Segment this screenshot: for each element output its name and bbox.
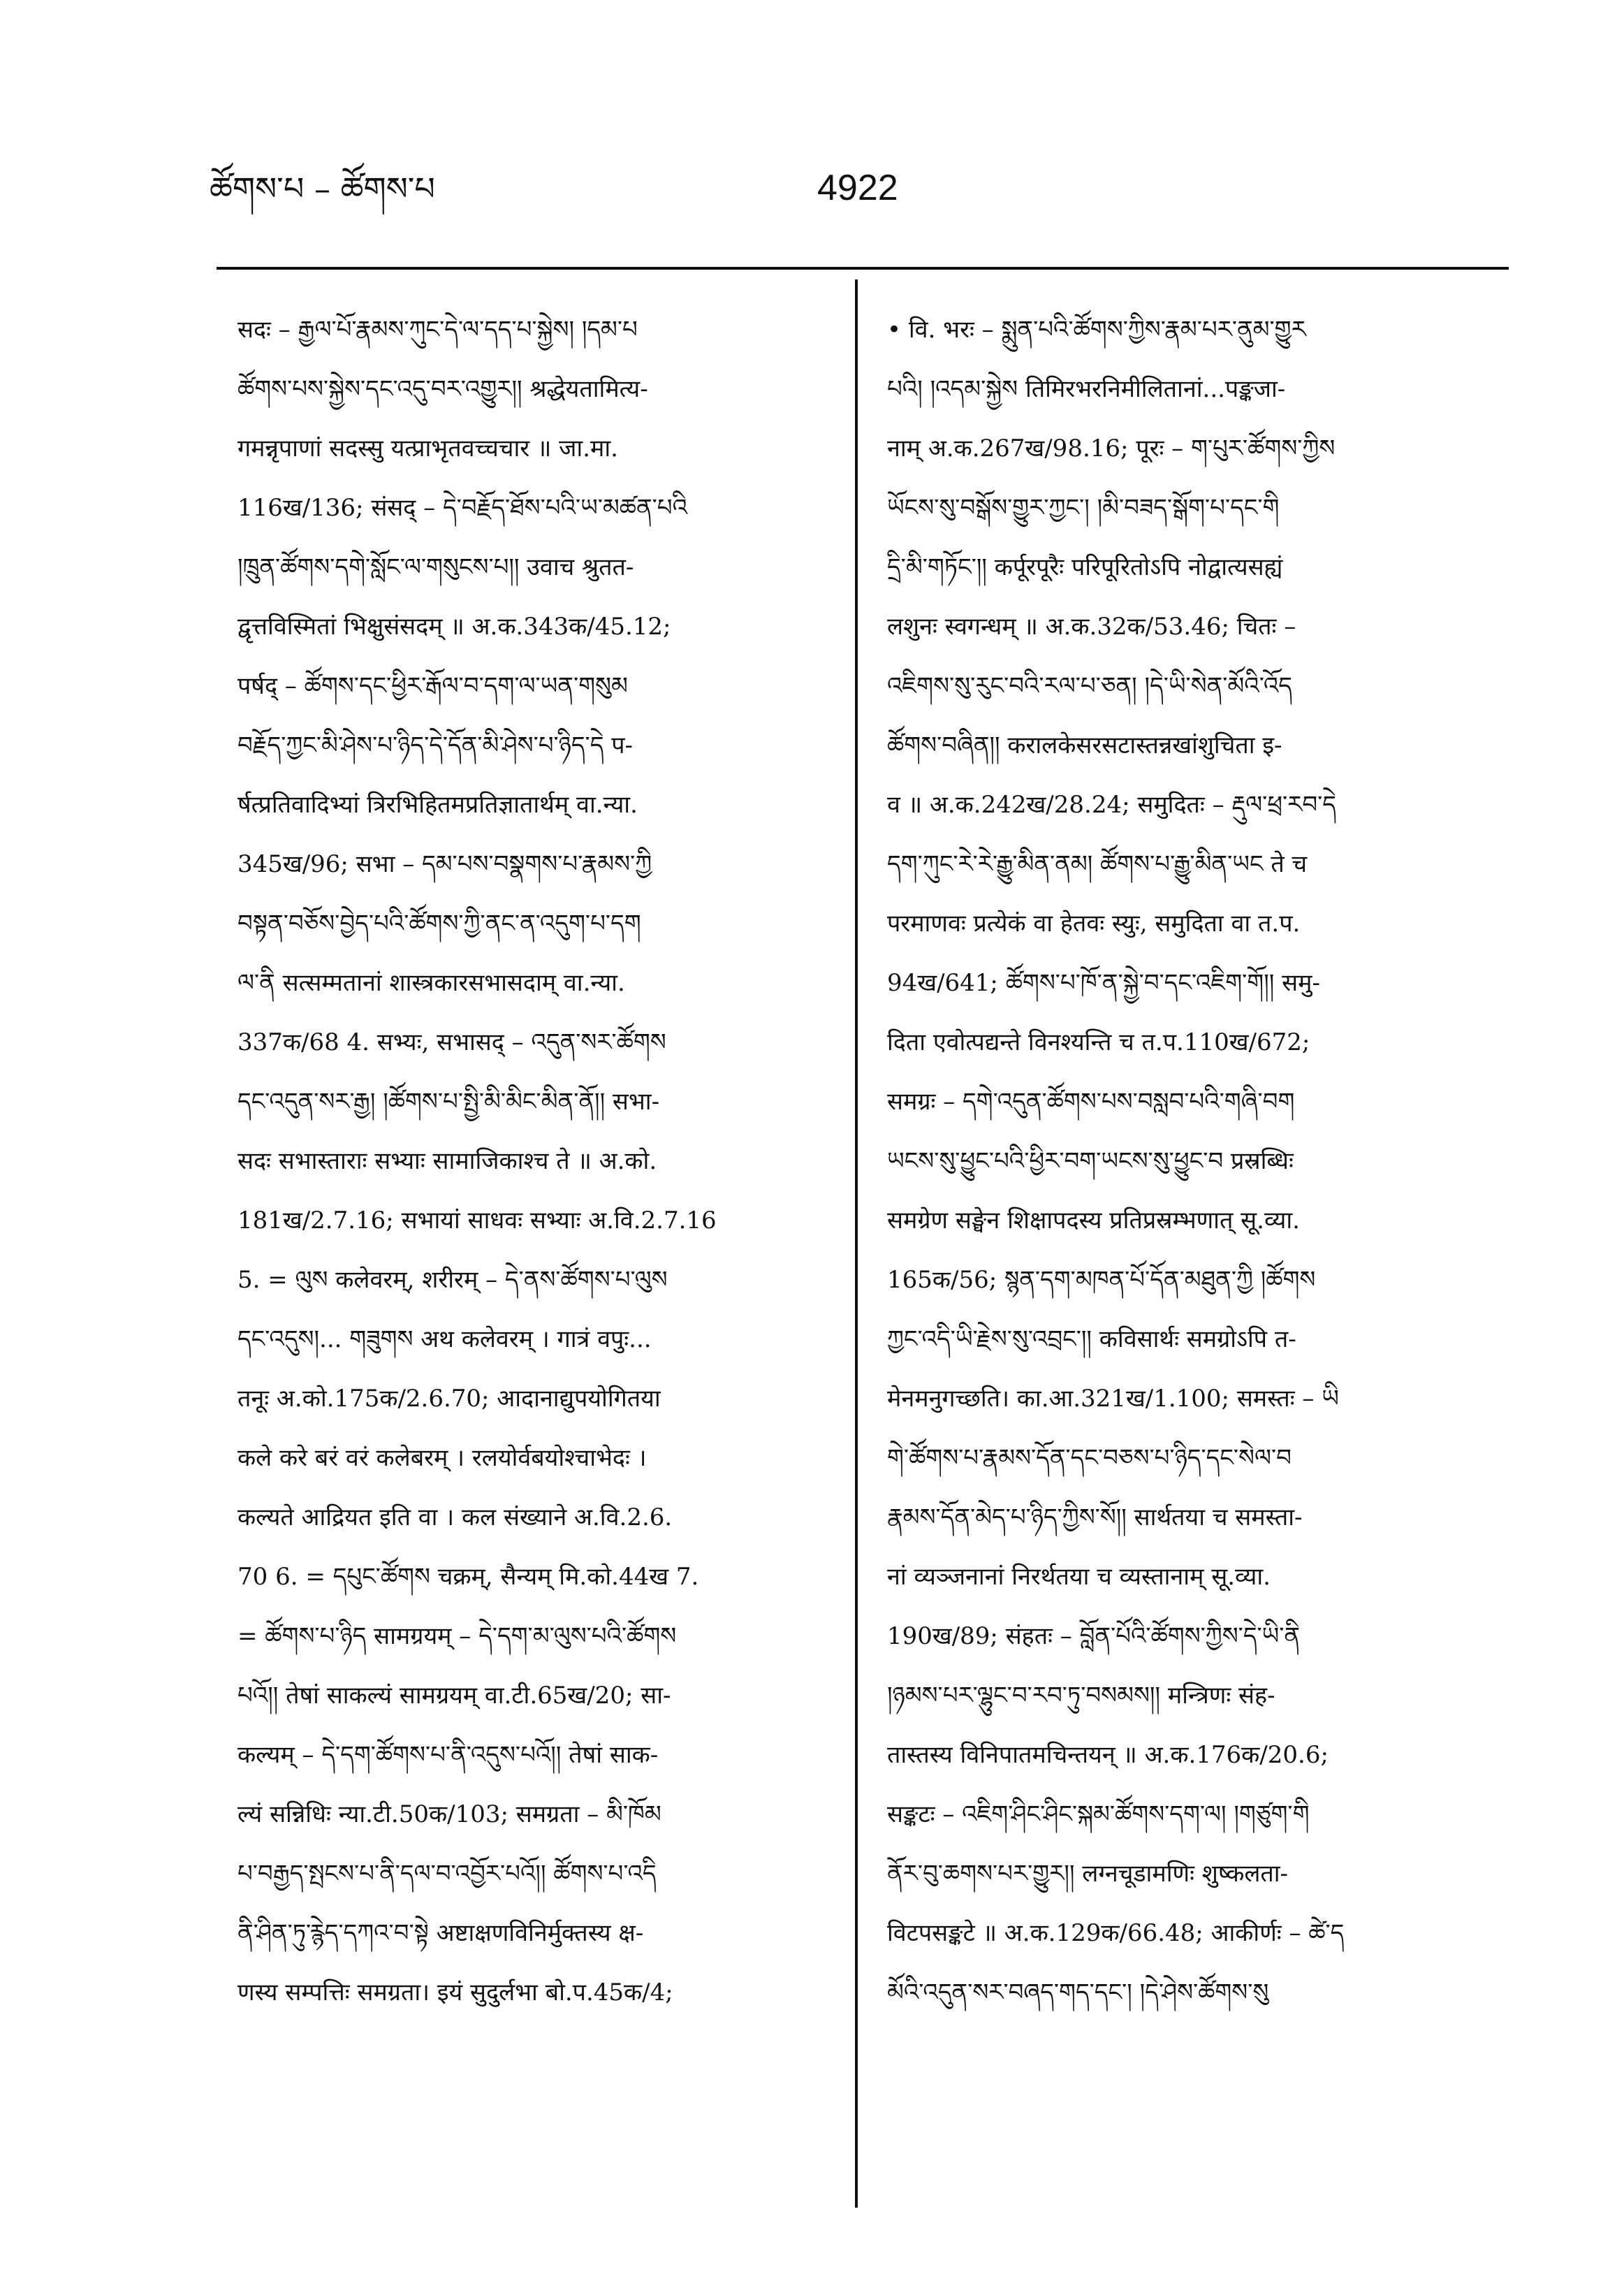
text-line: འཇིགས་སུ་རུང་བའི་རལ་པ་ཅན། །དེ་ཡི་སེན་མོའི་འོད [887, 672, 1292, 700]
text-line: རྣམས་དོན་མེད་པ་ཉིད་ཀྱིས་སོ།། सार्थतया च समस्ता- [887, 1503, 1303, 1531]
text-line: དང་འདུས།... གཟུགས अथ कलेवरम् । गात्रं वपुः... [237, 1325, 652, 1353]
text-line: 94ख/641; ཚོགས་པ་ཁོ་ན་སྐྱེ་བ་དང་འཇིག་གོ།། समु- [887, 969, 1320, 997]
text-line: द्वृत्तविस्मितां भिक्षुसंसदम् ॥ अ.क.343क/45.12; [237, 613, 671, 641]
page-number: 4922 [817, 168, 898, 208]
text-line: समग्रः – དགེ་འདུན་ཚོགས་པས་བསླབ་པའི་གཞི་བག [887, 1088, 1295, 1116]
text-line: 5. = ལུས कलेवरम्, शरीरम् – དེ་ནས་ཚོགས་པ་ལུས [237, 1266, 668, 1294]
text-line: ནི་ཤིན་ཏུ་རྙེད་དཀའ་བ་སྟེ अष्टाक्षणविनिर्मुक्तस्य क्ष- [237, 1919, 644, 1947]
text-line: གེ་ཚོགས་པ་རྣམས་དོན་དང་བཅས་པ་ཉིད་དང་སེལ་བ [887, 1444, 1292, 1472]
text-line: དྲི་མི་གཏོང་།། कर्पूरपूरैः परिपूरितोऽपि नोद्वात्यसह्यं [887, 553, 1283, 581]
text-line: तनूः अ.को.175क/2.6.70; आदानाद्युपयोगितया [237, 1385, 661, 1413]
text-line: །ཉམས་པར་ལྷུང་བ་རབ་ཏུ་བསམས།། मन्त्रिणः संह- [887, 1682, 1275, 1710]
left-column [237, 300, 838, 2187]
text-line: པའོ།། तेषां साकल्यं सामग्रयम् वा.टी.65ख/20; सा- [237, 1682, 671, 1710]
text-line: मेनमनुगच्छति। का.आ.321ख/1.100; समस्तः – ཡི [887, 1385, 1339, 1413]
text-line: दिता एवोत्पद्यन्ते विनश्यन्ति च त.प.110ख/672; [887, 1028, 1310, 1056]
text-line: = ཚོགས་པ་ཉིད सामग्रयम् – དེ་དག་མ་ལུས་པའི་ཚོགས [237, 1622, 677, 1650]
text-line: कल्यते आद्रियत इति वा । कल संख्याने अ.वि.2.6. [237, 1503, 673, 1531]
text-line: པའི། །འདམ་སྐྱེས तिमिरभरनिमीलितानां...पङ्कजा- [887, 375, 1286, 403]
text-line: र्षत्प्रतिवादिभ्यां त्रिरभिहितमप्रतिज्ञातार्थम् वा.न्या. [237, 791, 638, 819]
text-line: कले करे बरं वरं कलेबरम् । रलयोर्वबयोश्चाभेदः । [237, 1444, 647, 1472]
text-line: गमन्नृपाणां सदस्सु यत्प्राभृतवच्चचार ॥ जा.मा. [237, 435, 618, 462]
text-line: ཡངས་སུ་ཕྱུང་པའི་ཕྱིར་བག་ཡངས་སུ་ཕྱུང་བ प्रस्रब्धिः [887, 1147, 1294, 1175]
text-line: །ཁྲུན་ཚོགས་དགེ་སློང་ལ་གསུངས་པ།། उवाच श्रुतत- [237, 553, 634, 581]
text-line: དང་འདུན་སར་རྒྱ། །ཚོགས་པ་སྤྱི་མི་མིང་མིན་ནོ།། सभा- [237, 1088, 660, 1116]
text-line: 116ख/136; संसद् – དེ་བརྗོད་ཐོས་པའི་ཡ་མཚན་པའི [237, 494, 688, 522]
text-line: 70 6. = དཔུང་ཚོགས चक्रम्, सैन्यम् मि.को.44ख 7. [237, 1563, 699, 1591]
text-line: ལ་ནི सत्सम्मतानां शास्त्रकारसभासदाम् वा.न्या. [237, 969, 625, 997]
text-line: सदः सभास्ताराः सभ्याः सामाजिकाश्च ते ॥ अ.को. [237, 1147, 657, 1175]
text-line: 345ख/96; सभा – དམ་པས་བསྣགས་པ་རྣམས་ཀྱི [237, 850, 652, 878]
page-header [210, 168, 1509, 224]
text-line: नां व्यञ्जनानां निरर्थतया च व्यस्तानाम् सू.व्या. [887, 1563, 1271, 1591]
text-line: 337क/68 4. सभ्यः, सभासद् – འདུན་སར་ཚོགས [237, 1028, 666, 1056]
text-line: लशुनः स्वगन्धम् ॥ अ.क.32क/53.46; चितः – [887, 613, 1296, 641]
text-line: णस्य सम्पत्तिः समग्रता। इयं सुदुर्लभा बो.प.45क/4; [237, 1979, 673, 2006]
text-line: 181ख/2.7.16; सभायां साधवः सभ्याः अ.वि.2.7.16 [237, 1207, 717, 1234]
text-line: सदः – རྒྱལ་པོ་རྣམས་ཀུང་དེ་ལ་དད་པ་སྐྱེས། །དམ་པ [237, 316, 638, 344]
text-line: མོའི་འདུན་སར་བཞད་གད་དང་། །དེ་ཤེས་ཚོགས་སུ [887, 1979, 1269, 2006]
text-line: ནོར་བུ་ཆགས་པར་གྱུར།། लग्नचूडामणिः शुष्कलता- [887, 1860, 1289, 1888]
text-line: དག་ཀུང་རེ་རེ་རྒྱུ་མིན་ནམ། ཚོགས་པ་རྒྱུ་མིན་ཡང ते च [887, 850, 1308, 878]
text-line: ཚོགས་པས་སྐྱེས་དང་འདུ་བར་འགྱུར།། श्रद्धेयतामित्य- [237, 375, 648, 403]
text-line: समग्रेण सङ्घेन शिक्षापदस्य प्रतिप्रस्रम्भणात् सू.व्या. [887, 1207, 1300, 1234]
right-column [887, 300, 1509, 2187]
text-line: 190ख/89; संहतः – བློན་པོའི་ཚོགས་ཀྱིས་དེ་ཡི་ནི [887, 1622, 1301, 1650]
text-line: पर्षद् – ཚོགས་དང་ཕྱིར་རྒོལ་བ་དག་ལ་ཡན་གསུམ [237, 672, 628, 700]
text-line: པ་བརྒྱད་སྤངས་པ་ནི་དལ་བ་འབྱོར་པའོ།། ཚོགས་པ་འདི [237, 1860, 657, 1888]
header-rule [217, 267, 1509, 270]
column-divider [855, 279, 858, 2208]
text-line: ཀྱང་འདི་ཡི་རྗེས་སུ་འབྲང་།། कविसार्थः समग्रोऽपि त- [887, 1325, 1296, 1353]
running-head: ཚོགས་པ – ཚོགས་པ [210, 170, 435, 207]
text-line: तास्तस्य विनिपातमचिन्तयन् ॥ अ.क.176क/20.6; [887, 1741, 1329, 1769]
text-line: सङ्कटः – འཇིག་ཤིང་ཤིང་སྐམ་ཚོགས་དག་ལ། །གཙུག་གི [887, 1800, 1310, 1828]
text-line: व ॥ अ.क.242ख/28.24; समुदितः – རྡུལ་ཕྲ་རབ་དེ [887, 791, 1336, 819]
text-line: ཡོངས་སུ་བསྒོས་གྱུར་ཀྱང་། །མི་བཟད་སྒོག་པ་དང་གི [887, 494, 1280, 522]
text-line: परमाणवः प्रत्येकं वा हेतवः स्युः, समुदिता वा त.प. [887, 910, 1301, 938]
text-line: नाम् अ.क.267ख/98.16; पूरः – ག་པུར་ཚོགས་ཀྱིས [887, 435, 1336, 462]
text-line: ཚོགས་བཞིན།། करालकेसरसटास्तन्नखांशुचिता इ- [887, 731, 1282, 759]
text-line: विटपसङ्कटे ॥ अ.क.129क/66.48; आकीर्णः – ཚེ་ད [887, 1919, 1345, 1947]
text-line: ल्यं सन्निधिः न्या.टी.50क/103; समग्रता – མི་ཁོམ [237, 1800, 661, 1828]
text-line: བརྗོད་ཀྱང་མི་ཤེས་པ་ཉིད་དེ་དོན་མི་ཤེས་པ་ཉིད་དེ प- [237, 731, 633, 759]
text-line: कल्यम् – དེ་དག་ཚོགས་པ་ནི་འདུས་པའོ།། तेषां साक- [237, 1741, 659, 1769]
text-line: བསྟན་བཅོས་བྱེད་པའི་ཚོགས་ཀྱི་ནང་ན་འདུག་པ་དག [237, 910, 641, 938]
text-line: 165क/56; སྙན་དག་མཁན་པོ་དོན་མཐུན་ཀྱི །ཚོགས [887, 1266, 1316, 1294]
text-line: • वि. भरः – སྨུན་པའི་ཚོགས་ཀྱིས་རྣམ་པར་ནུམ་གྱུར [887, 316, 1306, 344]
